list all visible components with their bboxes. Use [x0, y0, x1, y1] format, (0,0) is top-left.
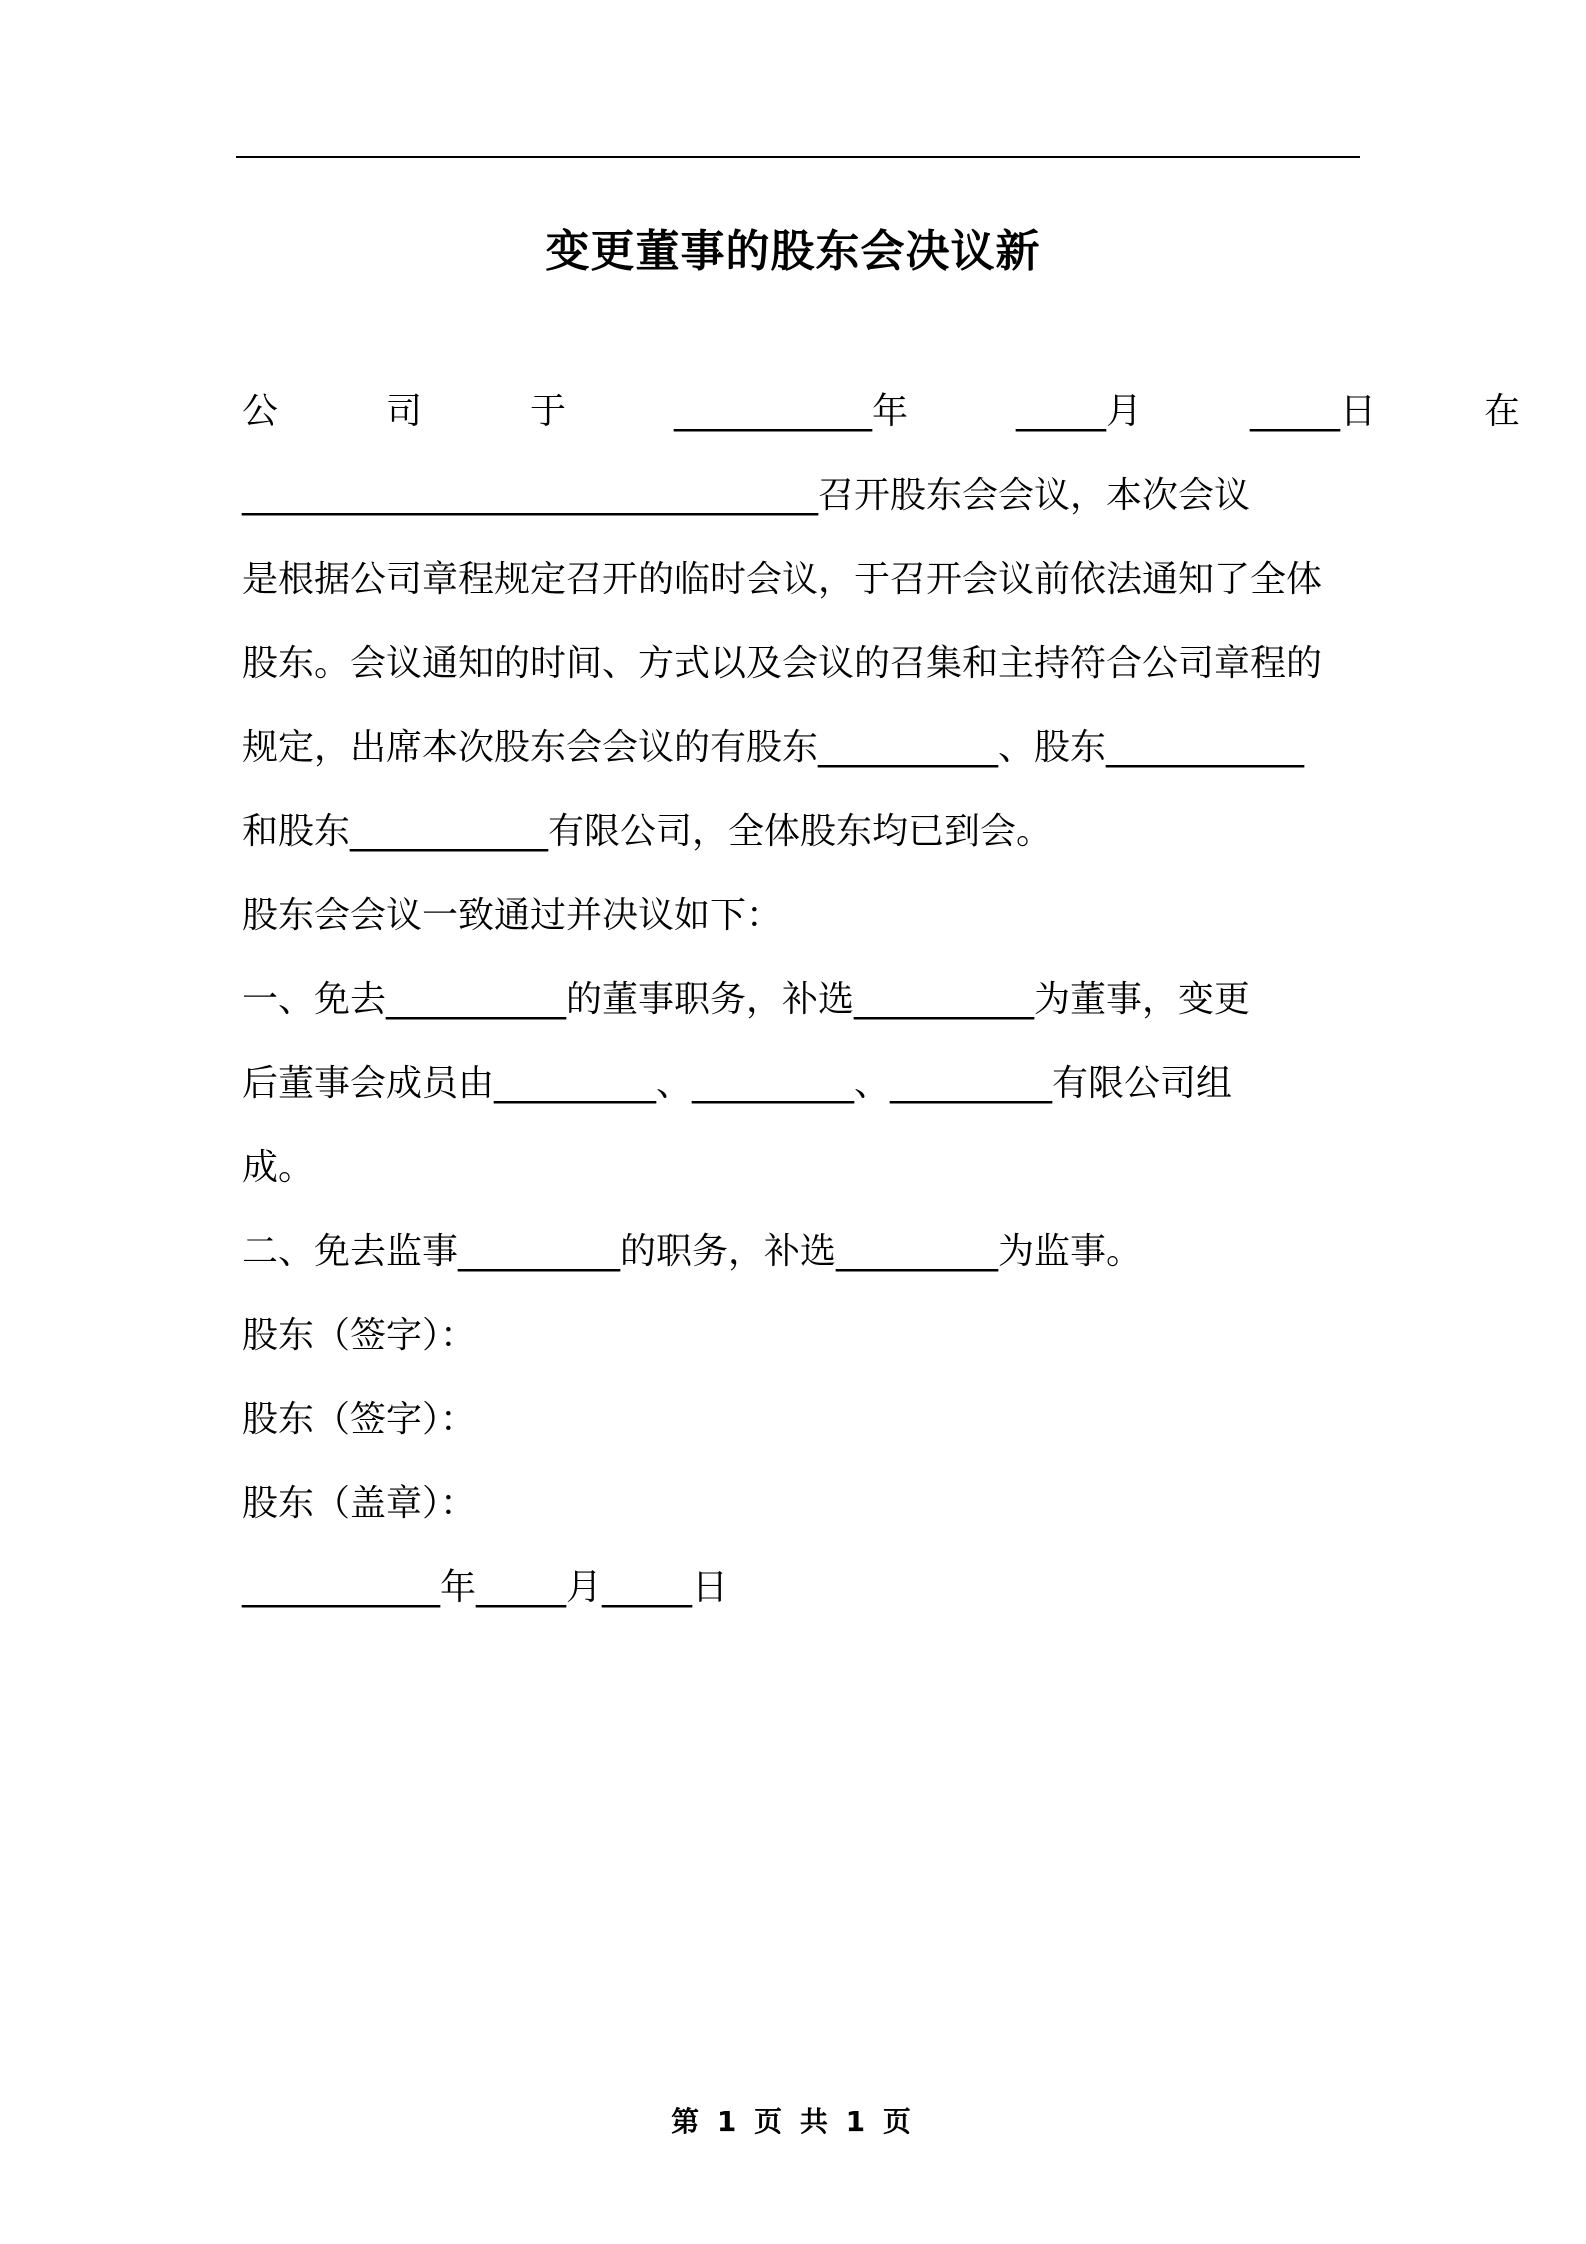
body-line-1: 公 司 于 ___________年 _____月 _____日 在 — [242, 391, 1521, 432]
resolution-item-1: 一、免去__________的董事职务，补选__________为董事，变更 — [242, 979, 1251, 1020]
shareholder-seal: 股东（盖章）： — [242, 1483, 477, 1524]
resolution-intro: 股东会会议一致通过并决议如下： — [242, 895, 783, 936]
header-rule — [236, 156, 1360, 158]
signature-date: ___________年_____月_____日 — [242, 1567, 728, 1608]
page-number: 第 1 页 共 1 页 — [671, 2105, 915, 2138]
body-line-5: 规定，出席本次股东会会议的有股东__________、股东___________ — [242, 727, 1305, 768]
document-body — [242, 370, 1521, 1630]
shareholder-signature-2: 股东（签字）： — [242, 1399, 477, 1440]
body-line-6: 和股东___________有限公司，全体股东均已到会。 — [242, 811, 1053, 852]
document-title: 变更董事的股东会决议新 — [545, 226, 1041, 277]
body-line-2: ________________________________召开股东会会议，本次会议 — [242, 475, 1251, 516]
resolution-item-1-end: 成。 — [242, 1147, 315, 1188]
shareholder-signature-1: 股东（签字）： — [242, 1315, 477, 1356]
body-line-4: 股东。会议通知的时间、方式以及会议的召集和主持符合公司章程的 — [242, 643, 1323, 684]
resolution-item-2: 二、免去监事_________的职务，补选_________为监事。 — [242, 1231, 1143, 1272]
body-line-3: 是根据公司章程规定召开的临时会议，于召开会议前依法通知了全体 — [242, 559, 1323, 600]
resolution-item-1-cont: 后董事会成员由_________、_________、_________有限公司组 — [242, 1063, 1233, 1104]
